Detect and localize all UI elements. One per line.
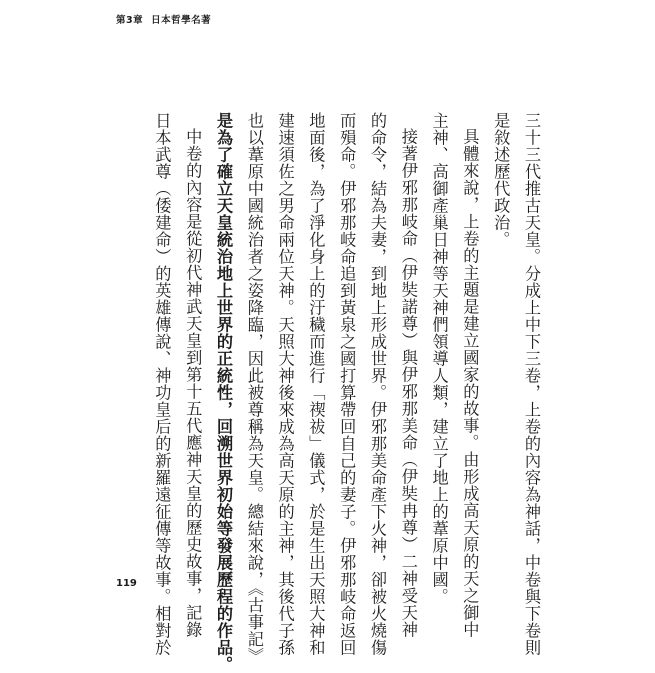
running-header: [116, 12, 219, 26]
book-title: 日本哲學名著: [151, 15, 212, 26]
text-column: 建速須佐之男命兩位天神。天照大神後來成為高天原的主神，其後代子孫: [275, 112, 295, 656]
text-column-emphasis: 是為了確立天皇統治地上世界的正統性，回溯世界初始等發展歷程的作品。: [214, 112, 233, 673]
text-column: 主神、高御產巢日神等天神們領導人類，建立了地上的葦原中國。: [429, 112, 449, 605]
text-column: 接著伊邪那岐命（伊奘諾尊）與伊邪那美命（伊奘冉尊）二神受天神: [398, 128, 418, 638]
text-column: 中卷的內容是從初代神武天皇到第十五代應神天皇的歷史故事，記錄: [183, 128, 203, 638]
page-number: 119: [116, 578, 137, 589]
text-column: 地面後，為了淨化身上的汙穢而進行「禊祓」儀式，於是生出天照大神和: [306, 112, 326, 656]
text-column: 具體來說，上卷的主題是建立國家的故事。由形成高天原的天之御中: [460, 128, 480, 638]
text-column: 的命令，結為夫妻，到地上形成世界。伊邪那美命產下火神，卻被火燒傷: [368, 112, 387, 656]
text-column: 而殞命。伊邪那岐命追到黃泉之國打算帶回自己的妻子。伊邪那岐命返回: [337, 112, 357, 656]
text-column: 三十三代推古天皇。分成上中下三卷，上卷的內容為神話，中卷與下卷則: [522, 112, 541, 656]
text-column: 是敘述歷代政治。: [491, 112, 511, 248]
text-column: 也以葦原中國統治者之姿降臨，因此被尊稱為天皇。總結來說，《古事記》: [244, 112, 264, 665]
vertical-body-text: [146, 112, 541, 673]
chapter-label: 第3章: [116, 15, 144, 26]
text-column: 日本武尊（倭建命）的英雄傳說、神功皇后的新羅遠征傳等故事。相對於: [152, 112, 172, 656]
